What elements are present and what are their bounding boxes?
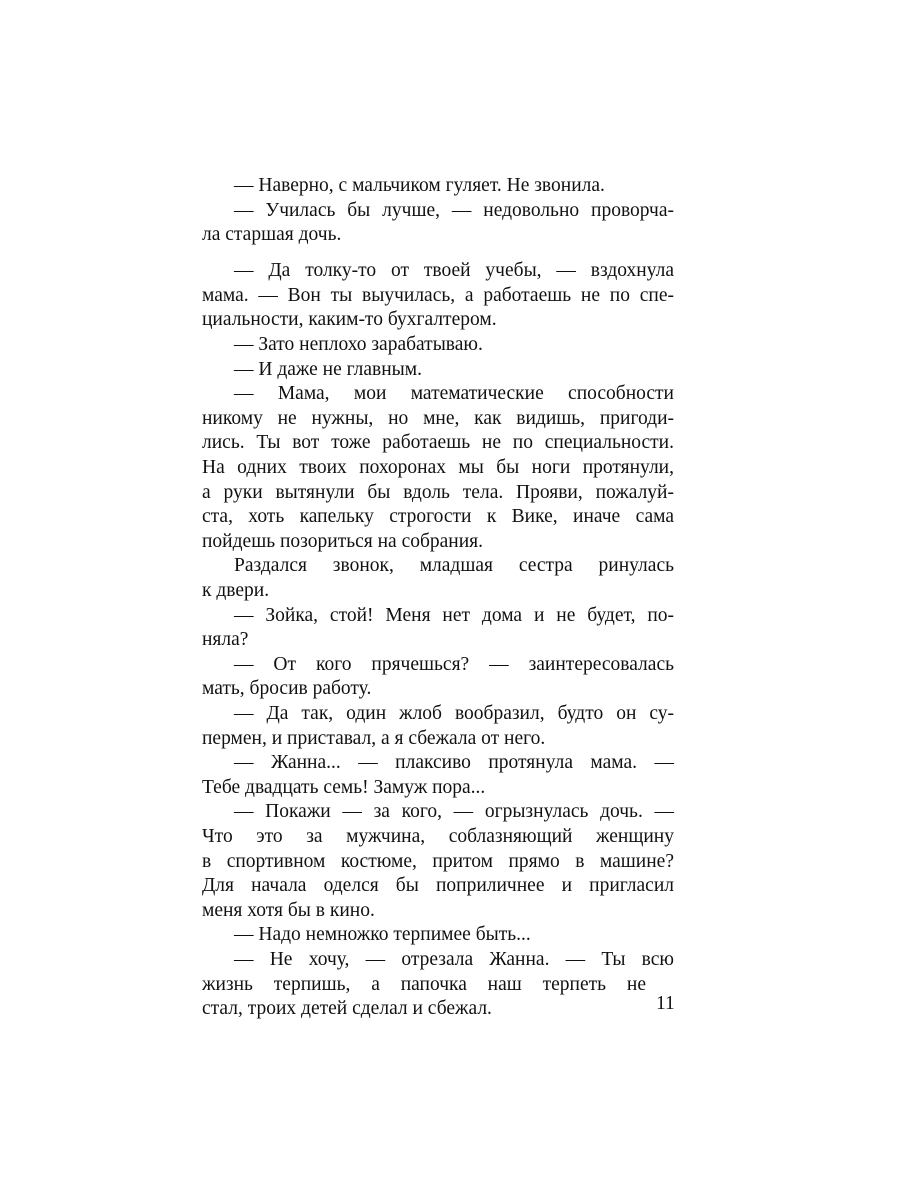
text-line: лись. Ты вот тоже работаешь не по специальности.	[202, 432, 674, 454]
text-line: — Зато неплохо зарабатываю.	[234, 334, 483, 355]
text-line: пойдешь позориться на собрания.	[202, 530, 484, 552]
text-line: — Да так, один жлоб вообразил, будто он су-	[234, 703, 674, 724]
text-line: На одних твоих похоронах мы бы ноги протянули,	[202, 457, 674, 478]
page-number: 11	[656, 993, 675, 1014]
text-line: Раздался звонок, младшая сестра ринулась	[234, 555, 674, 577]
text-line: Что это за мужчина, соблазняющий женщину	[202, 826, 674, 847]
text-line: никому не нужны, но мне, как видишь, пригоди-	[202, 407, 674, 429]
text-line: — От кого прячешься? — заинтересовалась	[234, 653, 674, 675]
text-line: жизнь терпишь, а папочка наш терпеть не	[202, 973, 646, 995]
text-line: а руки вытянули бы вдоль тела. Прояви, пожалуй-	[202, 481, 674, 503]
text-line: мать, бросив работу.	[202, 678, 372, 700]
text-line: няла?	[202, 629, 249, 651]
text-line: Тебе двадцать семь! Замуж пора...	[202, 776, 486, 798]
text-line: — Училась бы лучше, — недовольно проворча-	[234, 199, 674, 221]
text-line: Для начала оделся бы поприличнее и пригласил	[202, 875, 674, 897]
text-line: — Зойка, стой! Меня нет дома и не будет, по-	[234, 604, 674, 626]
text-line: — Жанна... — плаксиво протянула мама. —	[234, 752, 674, 774]
text-line: циальности, каким-то бухгалтером.	[202, 309, 497, 331]
text-line: к двери.	[202, 580, 270, 601]
text-line: — Покажи — за кого, — огрызнулась дочь. —	[234, 801, 674, 823]
text-line: — Не хочу, — отрезала Жанна. — Ты всю	[234, 949, 674, 970]
text-line: меня хотя бы в кино.	[202, 899, 375, 921]
text-line: — Да толку-то от твоей учебы, — вздохнула	[234, 260, 674, 282]
text-line: — Мама, мои математические способности	[234, 383, 674, 405]
text-line: пермен, и приставал, а я сбежала от него.	[202, 727, 546, 749]
text-line: — Надо немножко терпимее быть...	[234, 924, 531, 946]
text-line: в спортивном костюме, притом прямо в машине?	[202, 850, 674, 872]
text-line: ста, хоть капельку строгости к Вике, иначе сама	[202, 506, 674, 528]
text-line: — И даже не главным.	[234, 358, 422, 380]
text-line: — Наверно, с мальчиком гуляет. Не звонила.	[234, 175, 605, 196]
text-line: стал, троих детей сделал и сбежал.	[202, 998, 492, 1020]
text-line: ла старшая дочь.	[202, 224, 342, 246]
text-line: мама. — Вон ты выучилась, а работаешь не по спе-	[202, 284, 674, 306]
